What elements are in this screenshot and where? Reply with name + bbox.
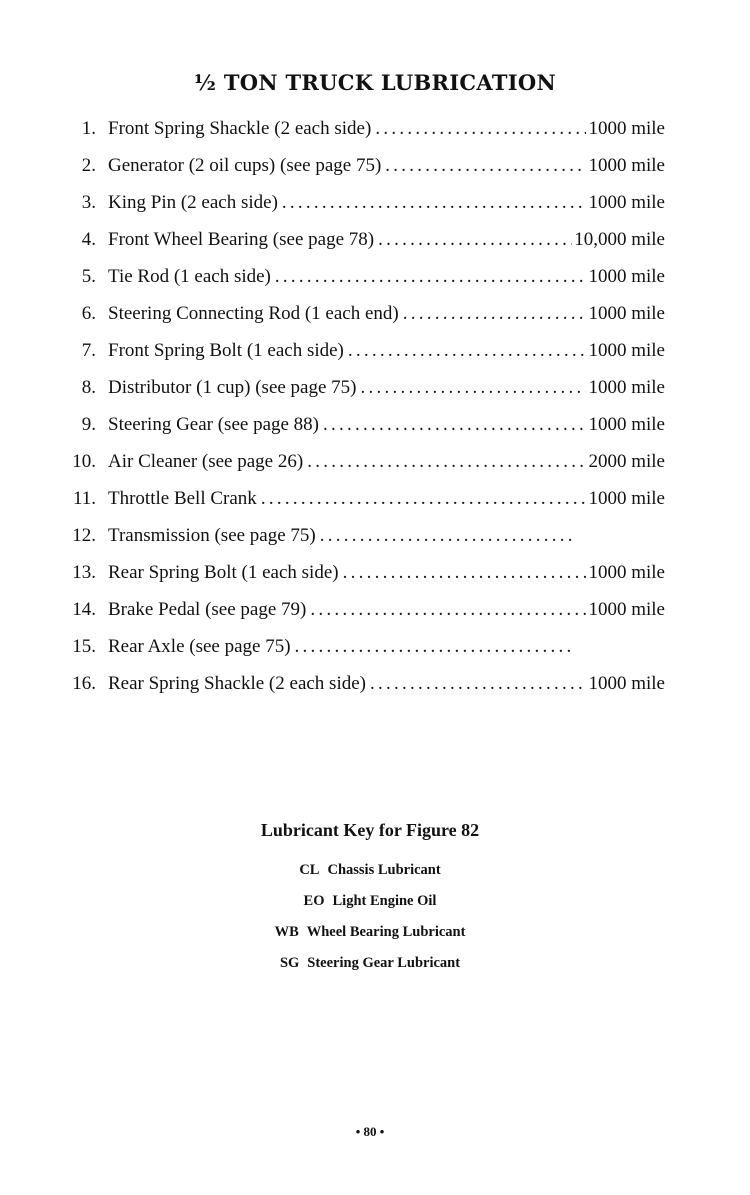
item-label: Front Wheel Bearing (see page 78) — [108, 229, 375, 250]
lubricant-key-title: Lubricant Key for Figure 82 — [260, 820, 480, 840]
item-label: Tie Rod (1 each side) — [108, 266, 271, 287]
item-interval: 2000 mile — [588, 451, 665, 472]
key-name: Steering Gear Lubricant — [307, 955, 461, 971]
item-interval: 1000 mile — [588, 266, 665, 287]
key-code: SG — [279, 955, 300, 971]
dot-leader — [361, 377, 587, 399]
item-number: 14. — [72, 599, 96, 620]
item-interval: 1000 mile — [588, 340, 665, 361]
dot-leader — [261, 488, 587, 510]
item-number: 13. — [72, 562, 96, 583]
dot-leader — [282, 192, 587, 214]
page-title: ½ TON TRUCK LUBRICATION — [194, 70, 556, 95]
item-interval: 1000 mile — [588, 155, 665, 176]
list-item — [60, 525, 665, 562]
list-item — [60, 488, 665, 525]
key-code: WB — [274, 924, 299, 940]
item-interval: 1000 mile — [588, 488, 665, 509]
dot-leader — [403, 303, 587, 325]
key-code: EO — [303, 893, 325, 909]
dot-leader — [348, 340, 587, 362]
dot-leader — [310, 599, 586, 621]
item-interval: 1000 mile — [588, 118, 665, 139]
item-interval: 10,000 mile — [574, 229, 665, 250]
item-label: Brake Pedal (see page 79) — [108, 599, 307, 620]
item-label: Front Spring Bolt (1 each side) — [108, 340, 344, 361]
item-label: Air Cleaner (see page 26) — [108, 451, 304, 472]
key-code: CL — [299, 862, 320, 878]
item-interval: 1000 mile — [588, 562, 665, 583]
list-item — [60, 118, 665, 155]
item-number: 7. — [81, 340, 96, 361]
lubrication-list — [60, 118, 665, 710]
list-item — [60, 340, 665, 377]
item-number: 15. — [72, 636, 96, 657]
item-label: Steering Gear (see page 88) — [108, 414, 320, 435]
key-entry — [0, 955, 740, 986]
item-number: 10. — [72, 451, 96, 472]
item-label: Distributor (1 cup) (see page 75) — [108, 377, 357, 398]
list-item — [60, 229, 665, 266]
item-interval: 1000 mile — [588, 673, 665, 694]
key-entry — [0, 862, 740, 893]
item-number: 5. — [81, 266, 96, 287]
item-label: Throttle Bell Crank — [108, 488, 257, 509]
list-item — [60, 673, 665, 710]
item-label: Steering Connecting Rod (1 each end) — [108, 303, 399, 324]
item-number: 11. — [72, 488, 96, 509]
dot-leader — [375, 118, 586, 140]
item-interval: 1000 mile — [588, 303, 665, 324]
key-entry — [0, 893, 740, 924]
list-item — [60, 266, 665, 303]
list-item — [60, 303, 665, 340]
dot-leader — [370, 673, 586, 695]
dot-leader — [320, 525, 573, 547]
item-number: 16. — [72, 673, 96, 694]
dot-leader — [385, 155, 586, 177]
key-name: Chassis Lubricant — [327, 862, 441, 878]
key-name: Light Engine Oil — [332, 893, 437, 909]
item-interval: 1000 mile — [588, 599, 665, 620]
page-number: • 80 • — [355, 1124, 385, 1139]
list-item — [60, 562, 665, 599]
dot-leader — [295, 636, 573, 658]
list-item — [60, 192, 665, 229]
dot-leader — [343, 562, 587, 584]
item-label: Rear Axle (see page 75) — [108, 636, 291, 657]
item-number: 6. — [81, 303, 96, 324]
item-interval: 1000 mile — [588, 377, 665, 398]
item-number: 3. — [81, 192, 96, 213]
item-number: 12. — [72, 525, 96, 546]
list-item — [60, 377, 665, 414]
list-item — [60, 636, 665, 673]
dot-leader — [378, 229, 572, 251]
list-item — [60, 451, 665, 488]
list-item — [60, 155, 665, 192]
item-label: Front Spring Shackle (2 each side) — [108, 118, 372, 139]
dot-leader — [307, 451, 586, 473]
item-label: Generator (2 oil cups) (see page 75) — [108, 155, 382, 176]
key-entry — [0, 924, 740, 955]
item-label: King Pin (2 each side) — [108, 192, 278, 213]
item-label: Transmission (see page 75) — [108, 525, 316, 546]
lubricant-key — [0, 862, 740, 986]
item-number: 8. — [81, 377, 96, 398]
item-interval: 1000 mile — [588, 414, 665, 435]
list-item — [60, 599, 665, 636]
list-item — [60, 414, 665, 451]
dot-leader — [275, 266, 587, 288]
item-label: Rear Spring Bolt (1 each side) — [108, 562, 339, 583]
item-number: 9. — [81, 414, 96, 435]
item-label: Rear Spring Shackle (2 each side) — [108, 673, 366, 694]
key-name: Wheel Bearing Lubricant — [306, 924, 466, 940]
item-number: 4. — [81, 229, 96, 250]
item-interval: 1000 mile — [588, 192, 665, 213]
dot-leader — [323, 414, 586, 436]
item-number: 2. — [81, 155, 96, 176]
item-number: 1. — [81, 118, 96, 139]
